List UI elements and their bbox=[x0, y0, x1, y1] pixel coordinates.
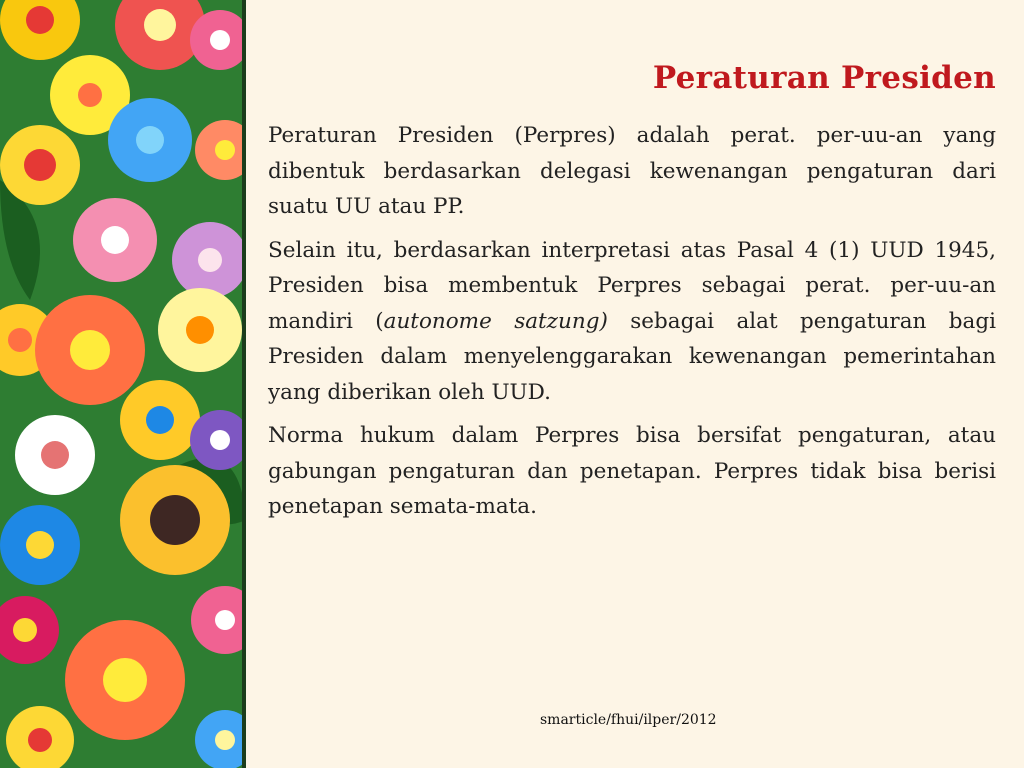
floral-decoration-image bbox=[0, 0, 246, 768]
slide-content bbox=[268, 60, 996, 533]
paragraph-2-start: Selain itu, berdasarkan interpretasi atas Pasal 4 (1) UUD 1945, Presiden bisa membentuk Perpres sebagai perat. per-uu-an mandiri ( bbox=[268, 237, 996, 334]
paragraph-2-italic: autonome satzung) bbox=[383, 308, 608, 334]
slide-body bbox=[268, 118, 996, 525]
slide-title: Peraturan Presiden bbox=[652, 60, 996, 96]
paragraph-1: Peraturan Presiden (Perpres) adalah perat. per-uu-an yang dibentuk berdasarkan delegasi kewenangan pengaturan dari suatu UU atau PP. bbox=[268, 123, 996, 219]
paragraph-2-end: sebagai alat pengaturan bagi Presiden dalam menyelenggarakan kewenangan pemerintahan yang diberikan oleh UUD. bbox=[268, 308, 996, 405]
paragraph-2 bbox=[268, 233, 996, 411]
slide-footer: smarticle/fhui/ilper/2012 bbox=[540, 712, 717, 728]
paragraph-3: Norma hukum dalam Perpres bisa bersifat pengaturan, atau gabungan pengaturan dan penetapan. Perpres tidak bisa berisi penetapan semata-mata. bbox=[268, 423, 996, 519]
